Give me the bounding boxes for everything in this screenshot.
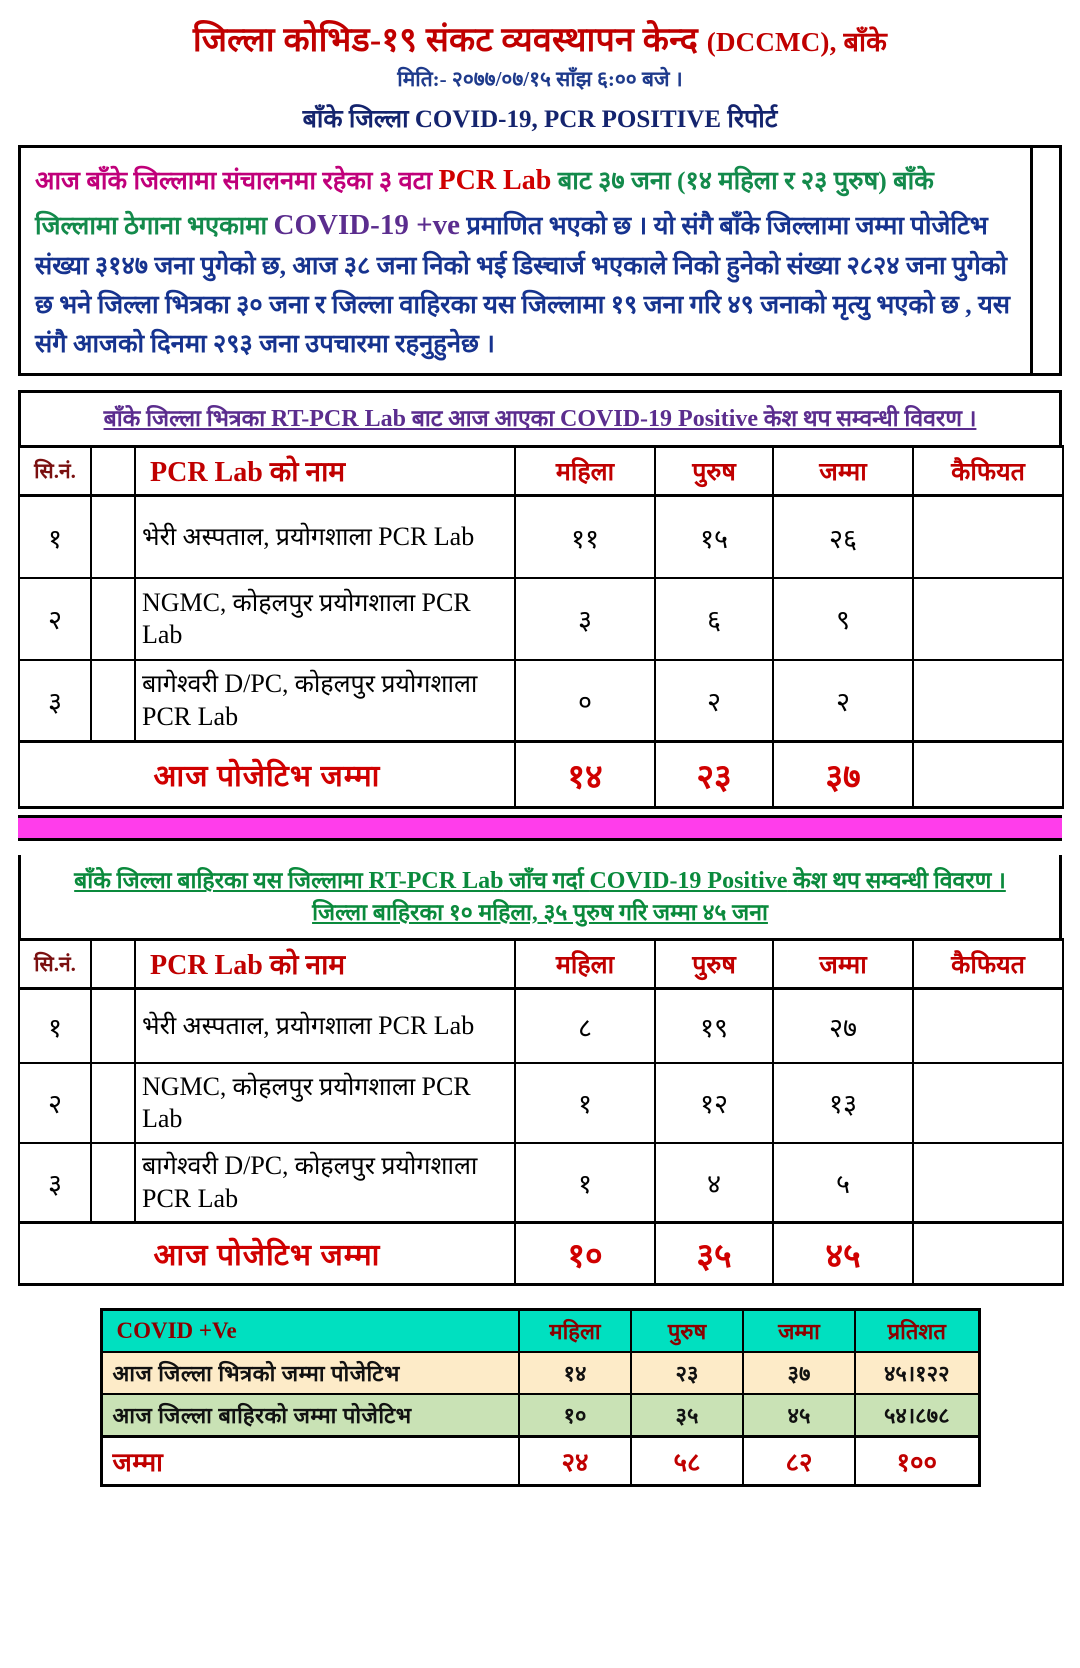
report-subtitle <box>0 101 1080 135</box>
total-remarks <box>913 1223 1063 1285</box>
col-header-lab-name: PCR Lab को नाम <box>135 447 515 496</box>
section2-banner-en1: RT-PCR Lab <box>368 868 504 895</box>
col-header-female: महिला <box>515 940 655 989</box>
row-female: १ <box>515 1143 655 1223</box>
row-total: १३ <box>773 1063 913 1143</box>
row-lab-name-np: बागेश्वरी <box>142 1153 225 1181</box>
row-remarks <box>913 1143 1063 1223</box>
col-header-blank <box>91 447 135 496</box>
row-blank <box>91 1143 135 1223</box>
row-blank <box>91 496 135 578</box>
section1-banner-text <box>37 403 1043 435</box>
report-datetime: मिति:- २०७७/०७/१५ साँझ ६:०० बजे । <box>397 67 683 92</box>
summary-row-male: ५८ <box>631 1437 743 1486</box>
table-header-row <box>19 447 1063 496</box>
summary-row-inside-district <box>101 1352 979 1394</box>
section1-banner-en2: COVID-19 Positive <box>560 406 759 433</box>
row-lab-name-np: भेरी अस्पताल, प्रयोगशाला <box>142 1013 379 1041</box>
summary-row-female: २४ <box>519 1437 631 1486</box>
total-male: ३५ <box>655 1223 773 1285</box>
subtitle-suffix: रिपोर्ट <box>727 106 778 134</box>
summary-col-percent: प्रतिशत <box>855 1310 979 1353</box>
row-lab-name <box>135 1063 515 1143</box>
table-row <box>19 660 1063 742</box>
total-male: २३ <box>655 742 773 808</box>
total-label: आज पोजेटिभ जम्मा <box>19 742 515 808</box>
table-row <box>19 496 1063 578</box>
summary-row-total: ४५ <box>743 1394 855 1437</box>
row-remarks <box>913 989 1063 1063</box>
row-male: २ <box>655 660 773 742</box>
col-header-male: पुरुष <box>655 940 773 989</box>
row-female: ८ <box>515 989 655 1063</box>
col-header-remarks: कैफियत <box>913 940 1063 989</box>
table-row <box>19 989 1063 1063</box>
section1-banner <box>18 390 1062 445</box>
row-lab-name-np: भेरी अस्पताल, प्रयोगशाला <box>142 524 379 552</box>
row-lab-name <box>135 496 515 578</box>
row-total: ५ <box>773 1143 913 1223</box>
summary-row-percent: ४५।१२२ <box>855 1352 979 1394</box>
col-header-total: जम्मा <box>773 447 913 496</box>
summary-row-male: २३ <box>631 1352 743 1394</box>
paragraph-covid-label: COVID-19 +ve <box>273 208 460 241</box>
total-female: १४ <box>515 742 655 808</box>
row-lab-name-en: PCR Lab <box>142 1183 239 1213</box>
row-female: ११ <box>515 496 655 578</box>
total-total: ३७ <box>773 742 913 808</box>
row-blank <box>91 989 135 1063</box>
summary-row-label: आज जिल्ला भित्रको जम्मा पोजेटिभ <box>101 1352 519 1394</box>
row-lab-name-np2: , कोहलपुर प्रयोगशाला <box>282 671 478 699</box>
page-title <box>0 22 1080 59</box>
summary-table <box>100 1308 981 1487</box>
row-blank <box>91 578 135 660</box>
section1-table <box>18 445 1064 809</box>
col-header-sn: सि.नं. <box>19 940 91 989</box>
section-separator-bar <box>18 815 1062 841</box>
title-english: (DCCMC), बाँके <box>706 27 888 57</box>
row-sn: ३ <box>19 1143 91 1223</box>
row-lab-name-en: PCR Lab <box>142 1071 471 1133</box>
row-total: २७ <box>773 989 913 1063</box>
row-blank <box>91 1063 135 1143</box>
summary-row-female: १० <box>519 1394 631 1437</box>
summary-paragraph-cell <box>21 148 1033 373</box>
row-lab-name-en: PCR Lab <box>378 522 475 552</box>
row-female: ० <box>515 660 655 742</box>
summary-row-female: १४ <box>519 1352 631 1394</box>
section1-banner-np3: केश थप सम्वन्धी विवरण । <box>758 406 977 432</box>
table-row <box>19 1143 1063 1223</box>
paragraph-segment-1: आज बाँके जिल्लामा संचालनमा रहेका ३ वटा <box>35 166 439 196</box>
row-sn: १ <box>19 496 91 578</box>
summary-paragraph-side-cell <box>1033 148 1059 373</box>
row-blank <box>91 660 135 742</box>
summary-row-percent: १०० <box>855 1437 979 1486</box>
paragraph-segment-2: बाट ३७ जना (१४ महिला र २३ पुरुष) बाँके जिल्लामा ठेगाना भएकामा <box>35 166 934 240</box>
section2-banner-np3: केश थप सम्वन्धी विवरण । <box>787 868 1006 894</box>
section2-banner-np1: बाँके जिल्ला बाहिरका यस जिल्लामा <box>74 868 369 894</box>
total-female: १० <box>515 1223 655 1285</box>
subtitle-english: COVID-19, PCR POSITIVE <box>414 106 722 134</box>
summary-row-male: ३५ <box>631 1394 743 1437</box>
row-lab-name-np: , कोहलपुर प्रयोगशाला <box>220 589 422 617</box>
col-header-sn: सि.नं. <box>19 447 91 496</box>
row-total: २६ <box>773 496 913 578</box>
row-lab-name <box>135 1143 515 1223</box>
summary-table-wrapper <box>0 1308 1080 1487</box>
section2-banner-text <box>37 865 1043 897</box>
row-male: १२ <box>655 1063 773 1143</box>
row-male: ४ <box>655 1143 773 1223</box>
row-sn: २ <box>19 1063 91 1143</box>
summary-row-total: ८२ <box>743 1437 855 1486</box>
row-lab-name-en-mid: D/PC <box>224 669 283 699</box>
row-lab-name-en-lead: NGMC <box>142 1071 221 1101</box>
summary-col-total: जम्मा <box>743 1310 855 1353</box>
table-header-row <box>19 940 1063 989</box>
row-lab-name <box>135 660 515 742</box>
row-male: १५ <box>655 496 773 578</box>
row-sn: २ <box>19 578 91 660</box>
row-lab-name <box>135 989 515 1063</box>
row-female: ३ <box>515 578 655 660</box>
row-lab-name-en: PCR Lab <box>142 701 239 731</box>
summary-header-row <box>101 1310 979 1353</box>
table-row <box>19 1063 1063 1143</box>
row-remarks <box>913 1063 1063 1143</box>
summary-row-outside-district <box>101 1394 979 1437</box>
summary-col-label: COVID +Ve <box>101 1310 519 1353</box>
row-male: १९ <box>655 989 773 1063</box>
row-remarks <box>913 578 1063 660</box>
summary-col-male: पुरुष <box>631 1310 743 1353</box>
col-header-male: पुरुष <box>655 447 773 496</box>
summary-row-total: ३७ <box>743 1352 855 1394</box>
document-header <box>0 0 1080 135</box>
row-lab-name-np: बागेश्वरी <box>142 671 225 699</box>
total-label: आज पोजेटिभ जम्मा <box>19 1223 515 1285</box>
section2-banner-en2: COVID-19 Positive <box>589 868 788 895</box>
row-remarks <box>913 660 1063 742</box>
row-lab-name <box>135 578 515 660</box>
table-row <box>19 578 1063 660</box>
col-header-female: महिला <box>515 447 655 496</box>
col-header-blank <box>91 940 135 989</box>
row-female: १ <box>515 1063 655 1143</box>
row-lab-name-en: PCR Lab <box>378 1011 475 1041</box>
row-lab-name-np: , कोहलपुर प्रयोगशाला <box>220 1073 422 1101</box>
summary-paragraph-frame <box>18 145 1062 376</box>
summary-row-grand-total <box>101 1437 979 1486</box>
section1-banner-np2: बाट आज आएका <box>405 406 561 432</box>
subtitle-prefix: बाँके जिल्ला <box>302 106 409 134</box>
summary-row-percent: ५४।८७८ <box>855 1394 979 1437</box>
total-remarks <box>913 742 1063 808</box>
paragraph-segment-3: प्रमाणित भएको छ । यो संगै बाँके जिल्लामा जम्मा पोजेटिभ संख्या ३१४७ जना पुगेको छ, आज ३८ जना निको भई डिस्चार्ज भएकाले निको हुनेको संख्या २८२४ जना पुगेको छ भने जिल्ला भित्रका ३० जना र जिल्ला वाहिरका यस जिल्लामा १९ जना गरि ४९ जनाको मृत्यु भएको छ , यस संगै आजको दिनमा २९३ जना उपचारमा रहनुहुनेछ । <box>35 210 1010 358</box>
summary-row-label: जम्मा <box>101 1437 519 1486</box>
col-header-remarks: कैफियत <box>913 447 1063 496</box>
row-lab-name-en-lead: NGMC <box>142 587 221 617</box>
paragraph-lab-label: PCR Lab <box>438 165 552 197</box>
table-total-row <box>19 742 1063 808</box>
section2-banner-subtext: जिल्ला बाहिरका १० महिला, ३५ पुरुष गरि जम्मा ४५ जना <box>312 899 768 925</box>
summary-col-female: महिला <box>519 1310 631 1353</box>
col-header-lab-name: PCR Lab को नाम <box>135 940 515 989</box>
total-total: ४५ <box>773 1223 913 1285</box>
row-lab-name-np2: , कोहलपुर प्रयोगशाला <box>282 1153 478 1181</box>
row-total: ९ <box>773 578 913 660</box>
section2-table <box>18 938 1064 1286</box>
summary-paragraph <box>35 160 1016 363</box>
summary-row-label: आज जिल्ला बाहिरको जम्मा पोजेटिभ <box>101 1394 519 1437</box>
row-sn: १ <box>19 989 91 1063</box>
row-lab-name-en: PCR Lab <box>142 587 471 649</box>
row-lab-name-en-mid: D/PC <box>224 1151 283 1181</box>
row-remarks <box>913 496 1063 578</box>
table-total-row <box>19 1223 1063 1285</box>
col-header-total: जम्मा <box>773 940 913 989</box>
title-nepali: जिल्ला कोभिड-१९ संकट व्यवस्थापन केन्द <box>192 22 699 59</box>
section1-banner-en1: RT-PCR Lab <box>270 406 406 433</box>
section2-banner-np2: जाँच गर्दा <box>503 868 590 894</box>
row-sn: ३ <box>19 660 91 742</box>
row-male: ६ <box>655 578 773 660</box>
section1-banner-np1: बाँके जिल्ला भित्रका <box>103 406 271 432</box>
row-total: २ <box>773 660 913 742</box>
section2-banner <box>18 855 1062 938</box>
